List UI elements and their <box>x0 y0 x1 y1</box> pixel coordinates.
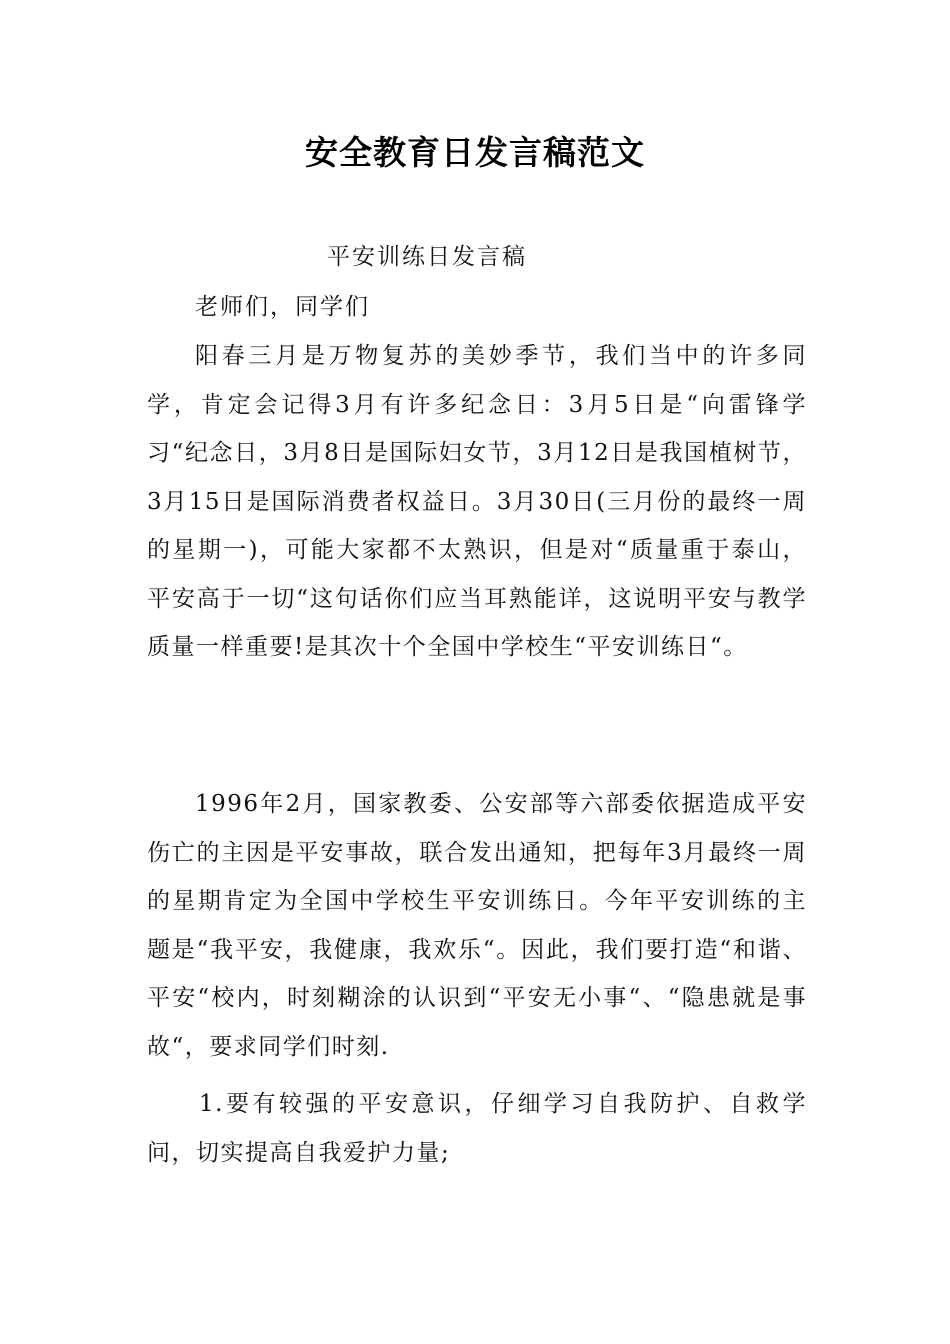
document-subtitle: 平安训练日发言稿 <box>327 244 527 270</box>
paragraph-2: 1996年2月，国家教委、公安部等六部委依据造成平安伤亡的主因是平安事故，联合发出通知，把每年3月最终一周的星期肯定为全国中学校生平安训练日。今年平安训练的主题是“我平安，我健康，我欢乐“。因此，我们要打造“和谐、平安“校内，时刻糊涂的认识到“平安无小事“、“隐患就是事故“，要求同学们时刻. <box>147 791 807 1060</box>
paragraph-1: 阳春三月是万物复苏的美妙季节，我们当中的许多同学，肯定会记得3月有许多纪念日：3月5日是“向雷锋学习“纪念日，3月8日是国际妇女节，3月12日是我国植树节，3月15日是国际消费者权益日。3月30日(三月份的最终一周的星期一)，可能大家都不太熟识，但是对“质量重于泰山，平安高于一切“这句话你们应当耳熟能详，这说明平安与教学质量一样重要!是其次十个全国中学校生“平安训练日“。 <box>147 343 807 660</box>
paragraph-3: 1.要有较强的平安意识，仔细学习自我防护、自救学问，切实提高自我爱护力量; <box>147 1091 807 1166</box>
document-title: 安全教育日发言稿范文 <box>305 133 645 172</box>
salutation: 老师们，同学们 <box>195 294 370 320</box>
